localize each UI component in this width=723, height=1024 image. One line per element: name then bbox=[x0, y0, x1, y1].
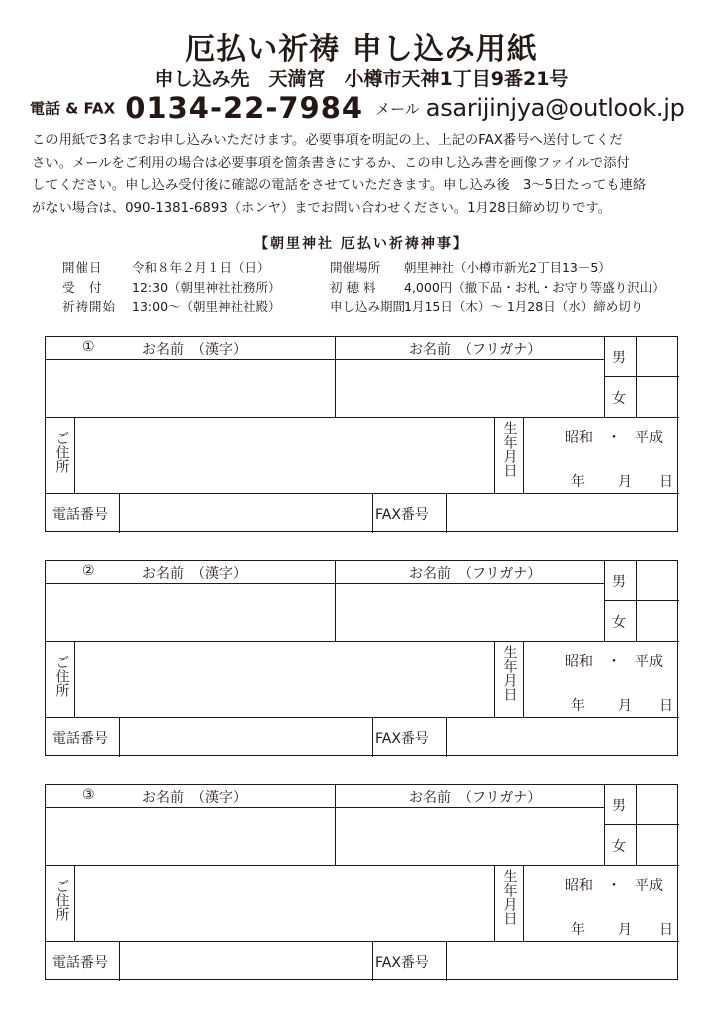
intro-line: さい。メールをご利用の場合は必要事項を箇条書きにするか、この申し込み書を画像ファイルで添付 bbox=[32, 155, 630, 171]
female-label: 女 bbox=[612, 391, 626, 407]
info-key: 開催場所 bbox=[330, 260, 381, 275]
birth-label-text: 生年月日 bbox=[501, 421, 518, 477]
name-kanji-label: お名前 （漢字） bbox=[142, 342, 247, 358]
fax-field[interactable] bbox=[447, 494, 678, 532]
application-form-3 bbox=[45, 784, 678, 980]
info-row bbox=[330, 297, 665, 317]
info-row bbox=[330, 278, 665, 298]
info-value: 12:30（朝里神社社務所） bbox=[132, 279, 281, 295]
info-key: 初 穂 料 bbox=[330, 279, 376, 295]
event-info-right bbox=[330, 258, 665, 317]
phone-field[interactable] bbox=[120, 942, 371, 980]
era-label: 昭和 ・ 平成 bbox=[565, 654, 663, 670]
address-label bbox=[52, 655, 70, 702]
birth-date-field[interactable] bbox=[524, 642, 678, 716]
address-label-text: ご住所 bbox=[53, 431, 70, 473]
month-label: 月 bbox=[618, 922, 632, 938]
info-key: 申し込み期間 bbox=[330, 299, 406, 314]
male-label: 男 bbox=[612, 350, 626, 366]
phone-field[interactable] bbox=[120, 718, 371, 756]
month-label: 月 bbox=[618, 698, 632, 714]
birth-label-text: 生年月日 bbox=[501, 869, 518, 925]
name-kanji-field[interactable] bbox=[47, 584, 334, 640]
phone-field[interactable] bbox=[120, 494, 371, 532]
birth-label-text: 生年月日 bbox=[501, 645, 518, 701]
info-key: 受 付 bbox=[62, 279, 103, 295]
female-label: 女 bbox=[612, 615, 626, 631]
application-form-2 bbox=[45, 560, 678, 756]
address-field[interactable] bbox=[75, 642, 493, 716]
fax-label: FAX番号 bbox=[375, 507, 429, 523]
male-checkbox[interactable] bbox=[637, 562, 678, 599]
info-row bbox=[62, 258, 281, 278]
event-info-left bbox=[62, 258, 281, 317]
intro-text bbox=[32, 130, 700, 220]
year-label: 年 bbox=[571, 474, 585, 490]
address-label bbox=[52, 879, 70, 926]
fax-label: FAX番号 bbox=[375, 731, 429, 747]
male-label: 男 bbox=[612, 574, 626, 590]
fax-field[interactable] bbox=[447, 942, 678, 980]
name-kana-label: お名前 （フリガナ） bbox=[409, 342, 542, 358]
name-kanji-field[interactable] bbox=[47, 808, 334, 864]
fax-label: FAX番号 bbox=[375, 955, 429, 971]
birth-date-field[interactable] bbox=[524, 418, 678, 492]
day-label: 日 bbox=[659, 474, 673, 490]
mail-label: メール bbox=[375, 99, 420, 118]
intro-line: してください。申し込み受付後に確認の電話をさせていただきます。申し込み後 3～5日たっても連絡 bbox=[32, 178, 647, 193]
info-value: 朝里神社（小樽市新光2丁目13－5） bbox=[404, 260, 611, 275]
intro-line: この用紙で3名までお申し込みいただけます。必要事項を明記の上、上記のFAX番号へ送付してくだ bbox=[32, 133, 623, 148]
name-kana-field[interactable] bbox=[336, 808, 603, 864]
male-label: 男 bbox=[612, 798, 626, 814]
month-label: 月 bbox=[618, 474, 632, 490]
name-kanji-field[interactable] bbox=[47, 360, 334, 416]
phone-label: 電話番号 bbox=[52, 731, 108, 747]
birth-label bbox=[497, 869, 521, 930]
era-label: 昭和 ・ 平成 bbox=[565, 430, 663, 446]
phone-label: 電話番号 bbox=[52, 507, 108, 523]
info-row bbox=[330, 258, 665, 278]
year-label: 年 bbox=[571, 698, 585, 714]
address-label-text: ご住所 bbox=[53, 655, 70, 697]
name-kana-label: お名前 （フリガナ） bbox=[409, 790, 542, 806]
female-checkbox[interactable] bbox=[637, 601, 678, 640]
destination: 申し込み先 天満宮 小樽市天神1丁目9番21号 bbox=[154, 68, 569, 90]
info-value: 1月15日（木）～ 1月28日（水）締め切り bbox=[404, 299, 644, 314]
female-checkbox[interactable] bbox=[637, 377, 678, 416]
female-checkbox[interactable] bbox=[637, 825, 678, 864]
address-label bbox=[52, 431, 70, 478]
birth-label bbox=[497, 421, 521, 482]
era-label: 昭和 ・ 平成 bbox=[565, 878, 663, 894]
phone-label: 電話番号 bbox=[52, 955, 108, 971]
address-field[interactable] bbox=[75, 866, 493, 940]
page-title: 厄払い祈祷 申し込み用紙 bbox=[185, 32, 538, 67]
birth-date-field[interactable] bbox=[524, 866, 678, 940]
birth-label bbox=[497, 645, 521, 706]
intro-line: がない場合は、090-1381-6893（ホンヤ）までお問い合わせください。1月28日締め切りです。 bbox=[32, 200, 612, 216]
info-value: 4,000円（撤下品・お札・お守り等盛り沢山） bbox=[404, 279, 665, 295]
name-kana-field[interactable] bbox=[336, 360, 603, 416]
fax-field[interactable] bbox=[447, 718, 678, 756]
info-value: 令和８年２月１日（日） bbox=[132, 260, 270, 275]
female-label: 女 bbox=[612, 839, 626, 855]
name-kanji-label: お名前 （漢字） bbox=[142, 790, 247, 806]
info-row bbox=[62, 297, 281, 317]
address-label-text: ご住所 bbox=[53, 879, 70, 921]
application-form-1 bbox=[45, 336, 678, 532]
male-checkbox[interactable] bbox=[637, 786, 678, 823]
info-key: 祈祷開始 bbox=[62, 299, 117, 314]
form-number: ③ bbox=[82, 787, 95, 803]
male-checkbox[interactable] bbox=[637, 338, 678, 375]
info-key: 開催日 bbox=[62, 260, 103, 275]
day-label: 日 bbox=[659, 698, 673, 714]
day-label: 日 bbox=[659, 922, 673, 938]
phone-number: 0134-22-7984 bbox=[125, 91, 364, 125]
info-row bbox=[62, 278, 281, 298]
name-kana-field[interactable] bbox=[336, 584, 603, 640]
phone-label: 電話 & FAX bbox=[30, 99, 116, 118]
year-label: 年 bbox=[571, 922, 585, 938]
form-number: ② bbox=[82, 563, 95, 579]
email-address: asarijinjya@outlook.jp bbox=[425, 94, 685, 122]
form-number: ① bbox=[82, 339, 95, 355]
event-title: 【朝里神社 厄払い祈祷神事】 bbox=[254, 236, 469, 252]
contact-line bbox=[30, 91, 710, 125]
name-kana-label: お名前 （フリガナ） bbox=[409, 566, 542, 582]
name-kanji-label: お名前 （漢字） bbox=[142, 566, 247, 582]
info-value: 13:00～（朝里神社社殿） bbox=[132, 299, 281, 314]
address-field[interactable] bbox=[75, 418, 493, 492]
